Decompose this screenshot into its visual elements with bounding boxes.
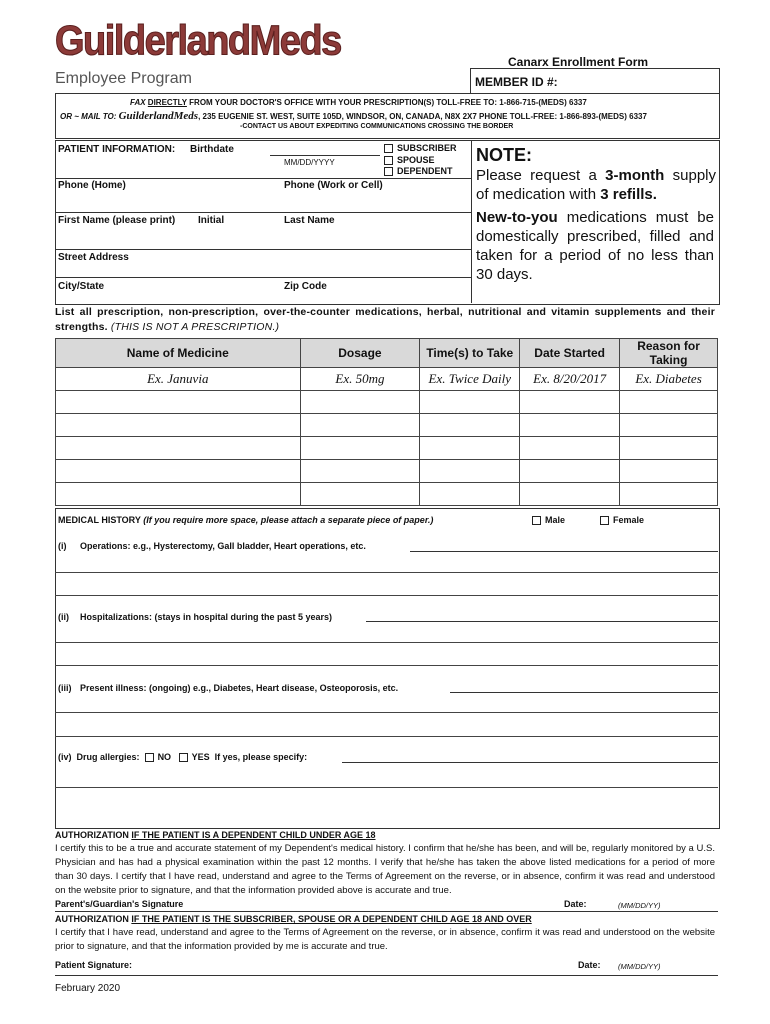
present-illness-line-2[interactable] (55, 712, 718, 713)
medication-list-instruction: List all prescription, non-prescription, over-the-counter medications, herbal, nutritional and vitamin supplements and their strengths. (THIS IS NOT A PRESCRIPTION.) (55, 306, 715, 333)
fax-prefix: FAX (130, 98, 146, 107)
operations-line-3[interactable] (55, 595, 718, 596)
yes-checkbox[interactable] (179, 753, 188, 762)
operations-field[interactable] (410, 551, 718, 552)
history-iii-number: (iii) (58, 683, 72, 693)
example-times: Ex. Twice Daily (420, 368, 520, 391)
auth2-heading: AUTHORIZATION IF THE PATIENT IS THE SUBSCRIBER, SPOUSE OR A DEPENDENT CHILD AGE 18 AND OVER (55, 914, 532, 924)
example-reason: Ex. Diabetes (620, 368, 718, 391)
present-illness-line-3[interactable] (55, 736, 718, 737)
auth1-date-format: (MM/DD/YY) (618, 901, 661, 910)
header-reason: Reason for Taking (620, 339, 718, 368)
header-dosage: Dosage (300, 339, 420, 368)
dependent-checkbox[interactable] (384, 167, 393, 176)
birthdate-label: Birthdate (190, 144, 234, 155)
table-row-example (56, 368, 718, 391)
header-date-started: Date Started (520, 339, 620, 368)
new-to-you-note: New-to-you medications must be domestically prescribed, filled and taken for a period of no less than 30 days. (476, 209, 714, 283)
example-dosage: Ex. 50mg (300, 368, 420, 391)
male-checkbox[interactable] (532, 516, 541, 525)
phone-home-field[interactable] (55, 178, 471, 179)
table-row[interactable] (56, 414, 718, 437)
spouse-option[interactable]: SPOUSE (384, 155, 457, 167)
auth1-heading: AUTHORIZATION IF THE PATIENT IS A DEPENDENT CHILD UNDER AGE 18 (55, 830, 376, 840)
header-name-of-medicine: Name of Medicine (56, 339, 301, 368)
no-checkbox[interactable] (145, 753, 154, 762)
allergies-field[interactable] (342, 762, 718, 763)
allergies-line-2[interactable] (55, 787, 718, 788)
fax-number-text: FROM YOUR DOCTOR'S OFFICE WITH YOUR PRESCRIPTION(S) TOLL-FREE TO: 1-866-715-(MEDS) 6337 (189, 98, 587, 107)
dependent-option[interactable]: DEPENDENT (384, 166, 457, 178)
table-row[interactable] (56, 437, 718, 460)
mail-address-text: , 235 EUGENIE ST. WEST, SUITE 105D, WINDSOR, ON, CANADA, N8X 2X7 PHONE TOLL-FREE: 1-866-893-(MEDS) 6337 (198, 112, 647, 121)
history-ii-number: (ii) (58, 612, 69, 622)
drug-allergies-label: Drug allergies: (76, 752, 140, 762)
medical-history-box (55, 508, 720, 829)
member-id-label: MEMBER ID #: (475, 75, 558, 89)
spouse-checkbox[interactable] (384, 156, 393, 165)
allergies-specify-label: If yes, please specify: (214, 752, 308, 762)
present-illness-label: Present illness: (ongoing) e.g., Diabetes, Heart disease, Osteoporosis, etc. (80, 683, 399, 693)
history-iv-number: (iv) (58, 752, 72, 762)
fax-line-3: -CONTACT US ABOUT EXPEDITING COMMUNICATIONS CROSSING THE BORDER (240, 123, 514, 130)
female-option[interactable]: Female (600, 515, 644, 525)
program-title: Employee Program (55, 70, 192, 87)
table-row[interactable] (56, 391, 718, 414)
operations-label: Operations: e.g., Hysterectomy, Gall bladder, Heart operations, etc. (80, 541, 366, 551)
note-text: Please request a 3-month supply of medication with 3 refills. (476, 167, 716, 203)
first-name-label: First Name (please print) (58, 215, 176, 226)
auth1-text: I certify this to be a true and accurate statement of my Dependent's medical history. I confirm that he/she has been, and will be, regularly monitored by a U.S. Physician and has had a physical examination within the past 12 months. I verify that he/she has taken the above listed medications for a period of more than 30 days. I certify that I have read, understand and agree to the Terms of Agreement on the reverse, or in absence, confirm it was read and understood on the website prior to signature, and that the information provided above is accurate and true. (55, 843, 715, 896)
relationship-options (384, 143, 457, 178)
note-section (476, 145, 716, 204)
hospitalizations-field[interactable] (366, 621, 718, 622)
yes-option: YES (191, 752, 210, 762)
auth2-date-format: (MM/DD/YY) (618, 962, 661, 971)
phone-home-label: Phone (Home) (58, 180, 126, 191)
hospitalizations-line-2[interactable] (55, 642, 718, 643)
patient-signature-label: Patient Signature: (55, 960, 133, 970)
auth2-date-label: Date: (578, 960, 601, 970)
name-field[interactable] (55, 212, 471, 213)
patient-info-label: PATIENT INFORMATION: (58, 144, 176, 155)
note-title: NOTE: (476, 145, 532, 165)
street-address-label: Street Address (58, 252, 129, 263)
mail-prefix: OR ~ MAIL TO: (60, 112, 117, 121)
footer-date: February 2020 (55, 983, 121, 994)
auth1-date-label: Date: (564, 899, 587, 909)
subscriber-option[interactable]: SUBSCRIBER (384, 143, 457, 155)
table-row[interactable] (56, 460, 718, 483)
hospitalizations-line-3[interactable] (55, 665, 718, 666)
male-option[interactable]: Male (532, 515, 565, 525)
drug-allergies-row (58, 752, 307, 762)
table-header-row (56, 339, 718, 368)
city-field[interactable] (55, 277, 471, 278)
table-row[interactable] (56, 483, 718, 506)
fax-line-2 (60, 110, 647, 122)
medication-table (55, 338, 718, 506)
parent-signature-label: Parent's/Guardian's Signature (55, 899, 184, 909)
birthdate-format: MM/DD/YYYY (284, 158, 335, 167)
history-i-number: (i) (58, 541, 67, 551)
city-state-label: City/State (58, 281, 105, 292)
operations-line-2[interactable] (55, 572, 718, 573)
phone-work-label: Phone (Work or Cell) (284, 180, 383, 191)
street-field[interactable] (55, 249, 471, 250)
mail-company-name: GuilderlandMeds (118, 110, 199, 122)
present-illness-field[interactable] (450, 692, 718, 693)
subscriber-checkbox[interactable] (384, 144, 393, 153)
medical-history-label: MEDICAL HISTORY (If you require more space, please attach a separate piece of paper.) (58, 515, 434, 525)
initial-label: Initial (198, 215, 225, 226)
form-title: Canarx Enrollment Form (508, 55, 649, 69)
example-date: Ex. 8/20/2017 (520, 368, 620, 391)
hospitalizations-label: Hospitalizations: (stays in hospital during the past 5 years) (80, 612, 333, 622)
female-checkbox[interactable] (600, 516, 609, 525)
fax-line-1 (130, 98, 587, 107)
auth2-text: I certify that I have read, understand and agree to the Terms of Agreement on the reverse, or in absence, confirm it was read and understood on the website prior to signature, and that the information provided by me is accurate and true. (55, 927, 715, 952)
example-medicine: Ex. Januvia (56, 368, 301, 391)
fax-directly: DIRECTLY (147, 98, 187, 107)
last-name-label: Last Name (284, 215, 335, 226)
header-times-to-take: Time(s) to Take (420, 339, 520, 368)
no-option: NO (157, 752, 172, 762)
guilderlandmeds-logo: GuilderlandMeds (55, 18, 341, 65)
birthdate-field[interactable] (270, 155, 380, 156)
zip-code-label: Zip Code (284, 281, 327, 292)
